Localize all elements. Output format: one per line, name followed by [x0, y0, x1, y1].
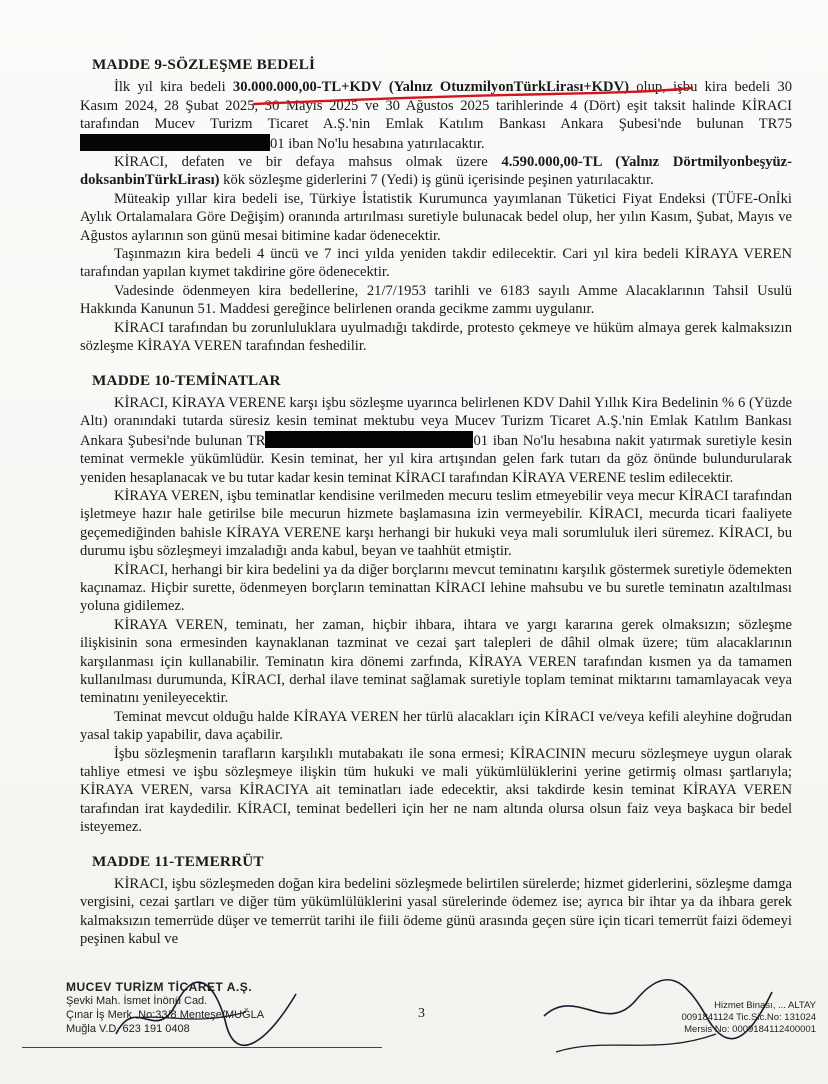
madde-9-p2-text-b: kök sözleşme giderlerini 7 (Yedi) iş günü içerisinde peşinen yatırılacaktır.: [223, 172, 654, 189]
page-number: 3: [418, 1006, 425, 1021]
madde-9-p1-text-b: olup, işbu kira bedeli 30 Kasım 2024, 28 Şubat 2025, 30 Mayıs 2025 ve 30 Ağustos 2025 tarihlerinde 4 (Dört) eşit taksit halinde KİRACI tarafından Mucev Turizm Ticaret A.Ş.'nin Emlak Katılım Bankası Ankara Şubesi'nde bulunan TR75: [80, 79, 792, 133]
madde-9-p2-text-a: KİRACI, defaten ve bir defaya mahsus olmak üzere: [114, 154, 488, 171]
madde-11-paragraph-1: KİRACI, işbu sözleşmeden doğan kira bedelini sözleşmede belirtilen sürelerde; hizmet giderlerini, sözleşme damga vergisini, cezai şartları ve diğer tüm yükümlülüklerini yasal sürelerinde ödemez ise; ayrıca bir ihtar ya da ihbara gerek kalmaksızın temerrüde düşer ve temerrüt tarihi ile fiili ödeme günü arasında geçen süre için ticari temerrüt faizi ödemeyi peşinen kabul ve: [80, 876, 792, 948]
madde-9-p1-text-a: İlk yıl kira bedeli: [114, 79, 226, 96]
madde-9-paragraph-1: [80, 78, 792, 153]
company-address-line-1: Şevki Mah. İsmet İnönü Cad.: [66, 995, 208, 1007]
madde-9-paragraph-2: [80, 153, 792, 190]
madde-9-paragraph-4: Taşınmazın kira bedeli 4 üncü ve 7 inci yılda yeniden takdir edilecektir. Cari yıl kira bedeli KİRAYA VEREN tarafından yapılan kıymet takdirine göre ödenecektir.: [80, 246, 792, 281]
madde-9-paragraph-6: KİRACI tarafından bu zorunluluklara uyulmadığı takdirde, protesto çekmeye ve hüküm almaya gerek kalmaksızın sözleşme KİRAYA VEREN tarafından feshedilir.: [80, 319, 792, 355]
madde-10-paragraph-5: Teminat mevcut olduğu halde KİRAYA VEREN her türlü alacakları için KİRACI ve/veya kefili aleyhine doğrudan yasal takip yapabilir, dava açabilir.: [80, 708, 792, 744]
madde-10-heading: MADDE 10-TEMİNATLAR: [92, 371, 281, 389]
company-stamp: [66, 980, 264, 1036]
madde-9-heading: MADDE 9-SÖZLEŞME BEDELİ: [92, 56, 316, 73]
page-footer: [66, 980, 816, 1070]
madde-11-heading: MADDE 11-TEMERRÜT: [92, 852, 264, 870]
madde-10-paragraph-4: KİRAYA VEREN, teminatı, her zaman, hiçbir ihbara, ihtara ve yargı kararına gerek olmaksızın; sözleşme ilişkisinin sona ermesinden kaynaklanan tazminat ve cezai şart talepleri de dâhil olmak üzere; tüm alacaklarının karşılanması için kullanabilir. Teminatın kira dönemi zarfında, KİRAYA VEREN tarafından kısmen ya da tamamen kullanılması durumunda, KİRACI, derhal ilave teminat sağlamak suretiyle toplam teminat miktarını tamamlayacak veya teminatını yenileyecektir.: [80, 616, 792, 707]
madde-9-paragraph-3: Müteakip yıllar kira bedeli ise, Türkiye İstatistik Kurumunca yayımlanan Tüketici Fiyat Endeksi (TÜFE-Onİki Aylık Ortalamalara Göre Değişim) oranında artırılması suretiyle bulunacak bedel olup, her yılın Kasım, Şubat, Mayıs ve Ağustos aylarının son günü mesai bitimine kadar ödenecektir.: [80, 190, 792, 244]
redacted-iban: [265, 431, 473, 448]
company-address-line-2: Çınar İş Merk. No:33/8 Menteşe/MUĞLA: [66, 1009, 265, 1021]
madde-10-paragraph-1: [80, 394, 792, 487]
document-body: [80, 56, 792, 949]
footer-rule: [22, 1047, 382, 1048]
madde-10-paragraph-3: KİRACI, herhangi bir kira bedelini ya da diğer borçlarını mevcut teminatını karşılık göstermek suretiyle ödemekten kaçınamaz. Hiçbir surette, ödenmeyen borçların teminattan KİRACI lehine mahsubu ve bu suretle teminatın azaltılması yoluna gidilemez.: [80, 561, 792, 615]
company-tax-office: Muğla V.D. 623 191 0408: [66, 1023, 190, 1035]
expense-amount-text: 4.590.000,00-TL (Yalnız Dörtmilyonbeşyüz-doksanbinTürkLirası): [80, 154, 792, 189]
redacted-iban: [80, 134, 270, 151]
rent-amount-text: 30.000.000,00-TL+KDV (Yalnız OtuzmilyonTürkLirası+KDV): [232, 79, 629, 96]
madde-10-p1-text-a: KİRACI, KİRAYA VERENE karşı işbu sözleşme uyarınca belirlenen KDV Dahil Yıllık Kira Bedelinin % 6 (Yüzde Altı) oranındaki tutarda süresiz kesin teminat mektubu veya Mucev Turizm Ticaret A.Ş.'nin Emlak Katılım Bankası Ankara Şubesi'nde bulunan TR: [80, 394, 792, 449]
counterparty-line-1: Hizmet Binası, ... ALTAY: [714, 1000, 816, 1011]
counterparty-line-3: Mersis No: 0009184112400001: [684, 1024, 816, 1035]
madde-10-p1-text-b: 01 iban No'lu hesabına nakit yatırmak suretiyle kesin teminat vermekle yükümlüdür. Kesin teminat, her yıl kira artışından gelen fark tutarı da göz önünde bulundurularak yeniden hesaplanacak ve bu tutar kadar kesin teminat KİRACI tarafından KİRAYA VERENE teslim edilecektir.: [80, 432, 792, 486]
madde-10-paragraph-6: İşbu sözleşmenin tarafların karşılıklı mutabakatı ile sona ermesi; KİRACININ mecuru sözleşmeye uygun olarak tahliye etmesi ve işbu sözleşmeye ilişkin tüm hukuki ve mali yükümlülüklerini yerine getirmiş olması şartlarıyla; KİRAYA VEREN, varsa KİRACIYA ait teminatları iade edecektir, aksi takdirde kesin teminat KİRAYA VEREN tarafından irat kaydedilir. KİRACI, teminat bedelleri için her ne nam altında olursa olsun faiz veya başkaca bir bedel isteyemez.: [80, 745, 792, 836]
madde-10-paragraph-2: KİRAYA VEREN, işbu teminatlar kendisine verilmeden mecuru teslim etmeyebilir veya mecur KİRACI tarafından işletmeye hazır hale getirilse bile mecurun hizmete başlamasına izin vermeyebilir. KİRACI, mecurda ticari faaliyete geçemediğinden bahisle KİRAYA VERENE karşı herhangi bir hukuki veya mali sorumluluk ileri süremez. KİRACI, bu durumu işbu sözleşmeyi imzaladığı anda kabul, beyan ve taahhüt etmiştir.: [80, 487, 792, 560]
counterparty-stamp: [536, 1000, 816, 1036]
madde-9-p1-text-c: 01 iban No'lu hesabına yatırılacaktır.: [270, 135, 485, 152]
company-name: MUCEV TURİZM TİCARET A.Ş.: [66, 980, 253, 994]
counterparty-line-2: 0091841124 Tic.Sic.No: 131024: [681, 1012, 816, 1023]
madde-9-paragraph-5: Vadesinde ödenmeyen kira bedellerine, 21/7/1953 tarihli ve 6183 sayılı Amme Alacaklarının Tahsil Usulü Hakkında Kanunun 51. Maddesi gereğince belirlenen oranda gecikme zammı uygulanır.: [80, 282, 792, 318]
